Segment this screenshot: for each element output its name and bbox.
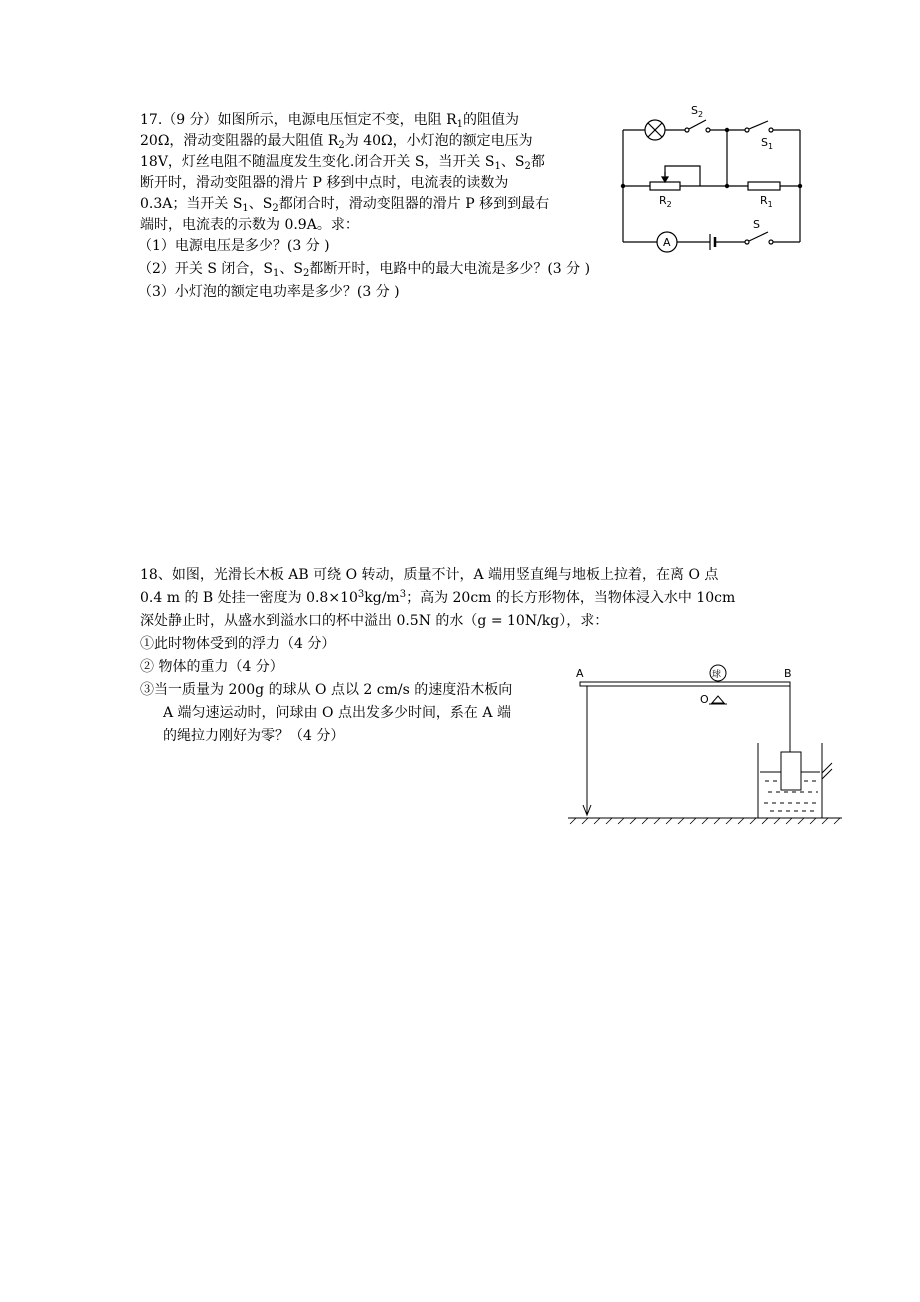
label-s1: $S_1$ xyxy=(761,136,774,151)
label-s: S xyxy=(753,218,760,231)
label-r1: $R_1$ xyxy=(760,194,773,209)
switch-s2-right-contact xyxy=(706,128,710,132)
block xyxy=(781,752,801,790)
switch-s2-blade xyxy=(689,120,706,129)
board-ab xyxy=(580,682,790,686)
label-ammeter: A xyxy=(663,236,671,249)
label-o: O xyxy=(700,693,709,706)
switch-s-left-contact xyxy=(745,240,749,244)
rheostat-r2 xyxy=(650,182,680,190)
q17-sub-1: （1）电源电压是多少？(3 分 ) xyxy=(138,238,330,254)
q17-sub-3: （3）小灯泡的额定电功率是多少？(3 分 ) xyxy=(138,284,400,300)
q17-line-1: 17.（9 分）如图所示，电源电压恒定不变，电阻 $R_1$的阻值为 xyxy=(140,112,519,130)
q17-line-5: 0.3A；当开关 $S_1$、$S_2$都闭合时，滑动变阻器的滑片 P 移到到最右 xyxy=(140,196,550,214)
q17-sub-2: （2）开关 S 闭合，$S_1$、$S_2$都断开时，电路中的最大电流是多少？(3 分 ) xyxy=(138,261,591,279)
pivot-o xyxy=(712,696,724,703)
q17-line-6: 端时，电流表的示数为 0.9A。求： xyxy=(140,217,359,233)
rheostat-wiper xyxy=(665,166,700,186)
resistor-r1 xyxy=(748,182,780,190)
q17-line-4: 断开时，滑动变阻器的滑片 P 移到中点时，电流表的读数为 xyxy=(140,175,509,191)
q17-line-3: 18V，灯丝电阻不随温度发生变化.闭合开关 S，当开关 $S_1$、$S_2$都 xyxy=(140,154,545,172)
label-b: B xyxy=(784,667,792,680)
circuit-diagram xyxy=(615,100,810,255)
q18-sub-3c: 的绳拉力刚好为零？（4 分） xyxy=(163,728,345,744)
q17-line-2: 20Ω，滑动变阻器的最大阻值 $R_2$为 40Ω，小灯泡的额定电压为 xyxy=(140,133,533,151)
switch-s1-left-contact xyxy=(745,128,749,132)
label-r2: $R_2$ xyxy=(659,194,672,209)
label-ball: 球 xyxy=(712,670,722,680)
switch-s-right-contact xyxy=(769,240,773,244)
q18-sub-1: ①此时物体受到的浮力（4 分） xyxy=(140,636,336,652)
q18-sub-3a: ③当一质量为 200g 的球从 O 点以 2 cm/s 的速度沿木板向 xyxy=(140,682,513,698)
q18-line-2: 0.4 m 的 B 处挂一密度为 $0.8\times 10^3kg/m^3$；高为 20cm 的长方形物体，当物体浸入水中 10cm xyxy=(140,589,736,606)
q18-line-1: 18、如图，光滑长木板 AB 可绕 O 转动，质量不计，A 端用竖直绳与地板上拉着，在离 O 点 xyxy=(140,567,719,583)
switch-s1-right-contact xyxy=(769,128,773,132)
switch-s1-blade xyxy=(749,121,768,129)
floor-hatching xyxy=(570,818,840,824)
label-a: A xyxy=(576,667,584,680)
q18-line-3: 深处静止时，从盛水到溢水口的杯中溢出 0.5N 的水（g = 10N/kg），求： xyxy=(140,613,609,629)
label-s2: $S_2$ xyxy=(691,104,704,119)
switch-s2-left-contact xyxy=(685,128,689,132)
lever-diagram xyxy=(560,655,850,830)
q18-sub-2: ② 物体的重力（4 分） xyxy=(140,659,284,675)
q18-sub-3b: A 端匀速运动时，问球由 O 点出发多少时间，系在 A 端 xyxy=(163,705,511,721)
switch-s-blade xyxy=(749,232,768,241)
